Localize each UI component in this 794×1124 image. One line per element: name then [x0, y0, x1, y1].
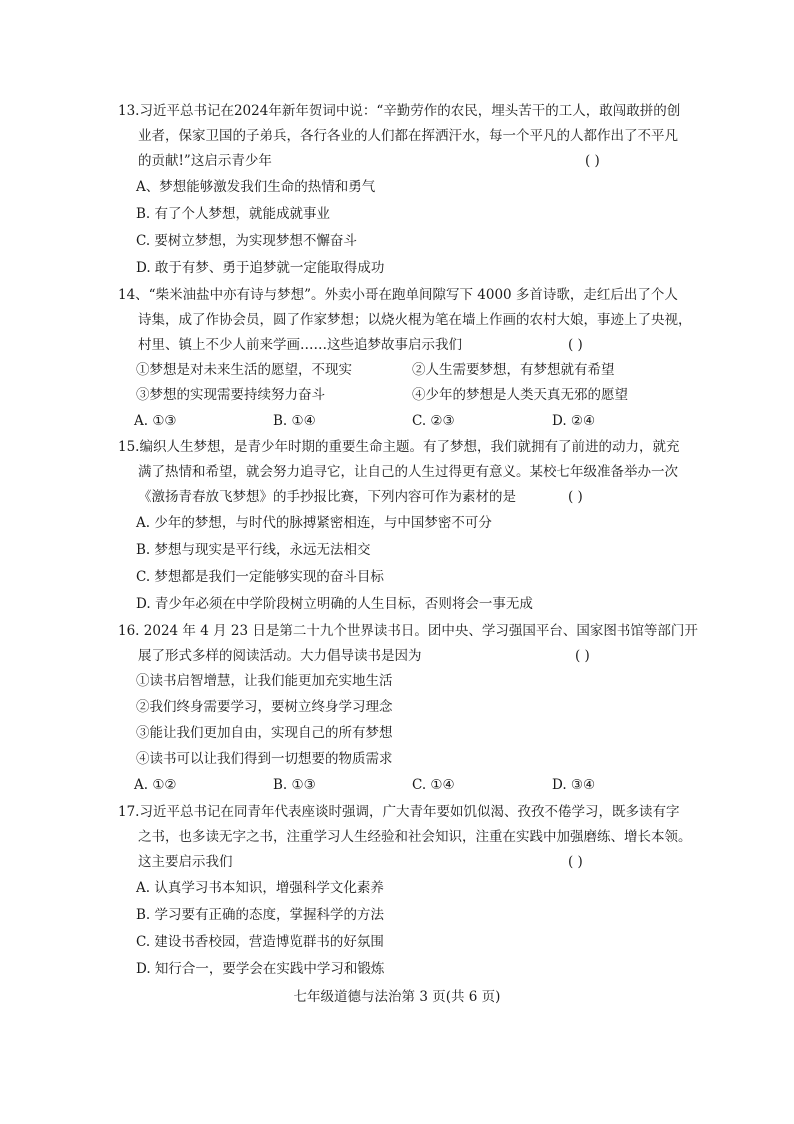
statement-3: ③梦想的实现需要持续努力奋斗 — [136, 387, 325, 403]
choice-c: C. ②③ — [412, 413, 455, 429]
choice-a: A. ①② — [134, 777, 177, 793]
option-d: D. 知行合一，要学会在实践中学习和锻炼 — [136, 961, 385, 977]
question-14-line-2: 诗集，成了作协会员，圆了作家梦想；以烧火棍为笔在墙上作画的农村大娘，事迹上了央视， — [138, 312, 692, 328]
question-13-line-1: 13.习近平总书记在2024年新年贺词中说：“辛勤劳作的农民，埋头苦干的工人，敢闯敢拼的创 — [118, 103, 681, 119]
choice-c: C. ①④ — [412, 777, 455, 793]
statement-2: ②我们终身需要学习，要树立终身学习理念 — [136, 699, 393, 715]
statement-4: ④读书可以让我们得到一切想要的物质需求 — [136, 751, 393, 767]
question-15-line-1: 15.编织人生梦想，是青少年时期的重要生命主题。有了梦想，我们就拥有了前进的动力，就充 — [118, 439, 680, 455]
question-14-line-1: 14、“柴米油盐中亦有诗与梦想”。外卖小哥在跑单间隙写下 4000 多首诗歌，走红后出了个人 — [118, 287, 678, 303]
answer-blank: ( ) — [568, 337, 583, 353]
answer-blank: ( ) — [568, 854, 583, 870]
statement-4: ④少年的梦想是人类天真无邪的愿望 — [412, 387, 628, 403]
statement-1: ①读书启智增慧，让我们能更加充实地生活 — [136, 673, 393, 689]
question-13-line-3: 的贡献!”这启示青少年 — [138, 153, 272, 169]
option-a: A. 少年的梦想，与时代的脉搏紧密相连，与中国梦密不可分 — [136, 515, 492, 531]
option-c: C. 要树立梦想，为实现梦想不懈奋斗 — [136, 233, 357, 249]
option-a: A. 认真学习书本知识，增强科学文化素养 — [136, 880, 384, 896]
page-footer: 七年级道德与法治第 3 页(共 6 页) — [293, 989, 501, 1005]
answer-blank: ( ) — [568, 489, 583, 505]
option-b: B. 学习要有正确的态度，掌握科学的方法 — [136, 907, 385, 923]
statement-3: ③能让我们更加自由，实现自己的所有梦想 — [136, 725, 393, 741]
option-c: C. 建设书香校园，营造博览群书的好氛围 — [136, 934, 384, 950]
question-17-line-3: 这主要启示我们 — [138, 854, 233, 870]
choice-d: D. ③④ — [552, 777, 596, 793]
question-13-line-2: 业者，保家卫国的子弟兵，各行各业的人们都在挥洒汗水，每一个平凡的人都作出了不平凡 — [138, 128, 678, 144]
choice-b: B. ①③ — [273, 777, 316, 793]
question-17-line-2: 之书，也多读无字之书，注重学习人生经验和社会知识，注重在实践中加强磨练、增长本领。 — [138, 829, 692, 845]
choice-b: B. ①④ — [273, 413, 316, 429]
answer-blank: ( ) — [575, 648, 590, 664]
question-15-line-3: 《激扬青春放飞梦想》的手抄报比赛，下列内容可作为素材的是 — [138, 489, 516, 505]
option-b: B. 梦想与现实是平行线，永远无法相交 — [136, 542, 371, 558]
option-a: A、梦想能够激发我们生命的热情和勇气 — [136, 179, 376, 195]
question-15-line-2: 满了热情和希望，就会努力追寻它，让自己的人生过得更有意义。某校七年级准备举办一次 — [138, 464, 678, 480]
question-16-line-1: 16. 2024 年 4 月 23 日是第二十九个世界读书日。团中央、学习强国平台、国家图书馆等部门开 — [118, 623, 698, 639]
statement-1: ①梦想是对未来生活的愿望，不现实 — [136, 362, 352, 378]
question-17-line-1: 17.习近平总书记在同青年代表座谈时强调，广大青年要如饥似渴、孜孜不倦学习，既多读有字 — [118, 804, 680, 820]
answer-blank: ( ) — [585, 153, 600, 169]
question-16-line-2: 展了形式多样的阅读活动。大力倡导读书是因为 — [138, 648, 422, 664]
option-b: B. 有了个人梦想，就能成就事业 — [136, 206, 331, 222]
statement-2: ②人生需要梦想，有梦想就有希望 — [412, 362, 615, 378]
choice-d: D. ②④ — [552, 413, 596, 429]
choice-a: A. ①③ — [134, 413, 177, 429]
option-d: D. 敢于有梦、勇于追梦就一定能取得成功 — [136, 260, 385, 276]
option-c: C. 梦想都是我们一定能够实现的奋斗目标 — [136, 569, 384, 585]
question-14-line-3: 村里、镇上不少人前来学画……这些追梦故事启示我们 — [138, 337, 462, 353]
option-d: D. 青少年必须在中学阶段树立明确的人生目标，否则将会一事无成 — [136, 596, 533, 612]
